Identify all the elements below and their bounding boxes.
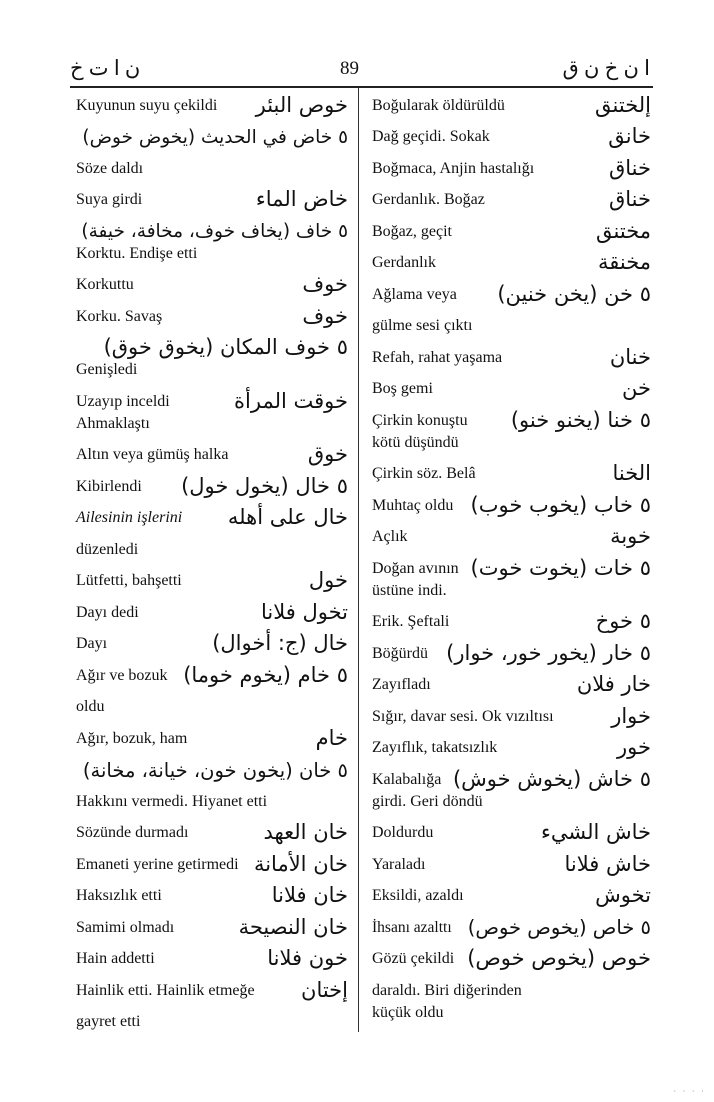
turkish-gloss: oldu [76,698,105,715]
dictionary-line [370,847,653,879]
turkish-gloss: Kuyunun suyu çekildi [76,96,218,114]
turkish-gloss: Korkuttu [76,276,134,293]
turkish-gloss: Boğaz, geçit [372,222,452,240]
arabic-headword: خان العهد [263,820,348,844]
turkish-gloss: Sığır, davar sesi. Ok vızıltısı [372,707,554,725]
dictionary-line [370,551,653,583]
turkish-gloss: Çirkin söz. Belâ [372,465,476,482]
turkish-gloss: Lütfetti, bahşetti [76,572,182,589]
turkish-gloss: Söze daldı [76,159,144,177]
turkish-gloss: Doldurdu [372,824,434,841]
dictionary-line [370,583,653,605]
turkish-gloss: Suya girdi [76,191,143,208]
arabic-headword: خناق [608,155,651,180]
turkish-gloss: Gözü çekildi [372,950,455,967]
turkish-gloss: Hainlik etti. Hainlik etmeğe [76,981,255,999]
arabic-headword: ٥ خات (يخوت خوت) [470,555,651,580]
turkish-gloss: Zayıflık, takatsızlık [372,739,498,756]
dictionary-line [74,595,350,627]
arabic-headword: خون فلانا [267,946,348,970]
dictionary-line [370,340,653,372]
dictionary-line [74,384,350,416]
dictionary-line [370,372,653,404]
arabic-headword: خان الأمانة [253,851,348,876]
turkish-gloss: Refah, rahat yaşama [372,348,503,366]
turkish-gloss: Uzayıp inceldi [76,392,170,410]
dictionary-line [370,309,653,341]
arabic-headword: إختان [301,977,348,1002]
arabic-headword: ٥ خن (يخن خنين) [497,281,651,306]
left-column [74,88,350,1036]
arabic-headword: خوار [611,703,651,728]
turkish-gloss: Böğürdü [372,644,428,662]
dictionary-line [74,416,350,438]
arabic-headword: خاض الماء [255,187,348,211]
arabic-headword: خاش الشيء [540,820,651,844]
header-right-letters: ا ن خ ن ق [562,56,650,80]
header-left-letters: ن ا ت خ [70,56,141,80]
page-number: 89 [340,58,359,79]
arabic-headword: ٥ خوف المكان (يخوق خوق) [103,335,348,359]
arabic-headword: ٥ خاص (يخوص خوص) [467,916,651,939]
dictionary-line [370,403,653,435]
arabic-headword: خال على أهله [227,505,348,529]
arabic-headword: خار فلان [576,672,651,696]
arabic-headword: ٥ خان (يخون خون، خيانة، مخانة) [82,758,348,782]
arabic-headword: تخوش [595,883,651,907]
turkish-gloss: Hain addetti [76,950,155,967]
turkish-gloss: İhsanı azalttı [372,919,452,936]
dictionary-line [74,942,350,974]
arabic-headword: خوص البئر [255,92,348,117]
turkish-gloss: Yaraladı [372,855,426,873]
dictionary-line [370,246,653,278]
dictionary-line [370,183,653,215]
turkish-gloss: Samimi olmadı [76,918,175,936]
dictionary-line [370,910,653,942]
arabic-headword: إلختنق [595,92,651,117]
turkish-gloss: Dağ geçidi. Sokak [372,128,490,145]
arabic-headword: ٥ خاض في الحديث (يخوض خوض) [82,126,348,148]
turkish-gloss: girdi. Geri döndü [372,792,483,810]
turkish-gloss: Açlık [372,528,408,545]
turkish-gloss: Erik. Şeftali [372,613,450,630]
turkish-gloss: Dayı dedi [76,603,139,621]
turkish-gloss: Doğan avının [372,559,459,577]
turkish-gloss: Zayıfladı [372,676,431,693]
dictionary-line [74,151,350,183]
dictionary-line [74,268,350,300]
dictionary-line [370,1005,653,1027]
dictionary-line [74,690,350,722]
dictionary-line [74,564,350,596]
scan-speckle: · · · · [673,1086,706,1096]
dictionary-line [74,658,350,690]
arabic-headword: خوبة [610,524,651,548]
arabic-headword: خور [617,735,651,759]
turkish-gloss: Ağır, bozuk, ham [76,729,188,747]
arabic-headword: خوقت المرأة [234,388,348,413]
turkish-gloss: düzenledi [76,540,139,558]
turkish-gloss: üstüne indi. [372,581,447,599]
turkish-gloss: kötü düşündü [372,433,459,451]
turkish-gloss: Ağlama veya [372,285,457,303]
turkish-gloss: Korktu. Endişe etti [76,244,198,262]
arabic-headword: ٥ خنا (يخنو خنو) [510,407,651,432]
arabic-headword: مخنقة [597,250,651,274]
dictionary-line [370,457,653,489]
arabic-headword: خوف [302,303,348,328]
turkish-gloss: Ailesinin işlerini [76,509,183,526]
arabic-headword: ٥ خال (يخول خول) [181,473,348,498]
dictionary-line [74,910,350,942]
arabic-headword: خوف [302,272,348,296]
turkish-gloss: daraldı. Biri diğerinden [372,981,522,999]
dictionary-line [370,794,653,816]
arabic-headword: خنان [609,344,651,369]
turkish-gloss: Genişledi [76,361,138,378]
arabic-headword: خان فلانا [271,883,348,907]
dictionary-line [74,214,350,246]
dictionary-line [370,214,653,246]
dictionary-line [370,88,653,120]
dictionary-line [370,277,653,309]
dictionary-line [74,183,350,215]
dictionary-line [74,721,350,753]
arabic-headword: ٥ خار (يخور خور، خوار) [446,640,651,665]
dictionary-line [370,762,653,794]
arabic-headword: خن [622,376,651,400]
dictionary-line [74,627,350,659]
arabic-headword: ٥ خاب (يخوب خوب) [470,492,651,517]
dictionary-line [74,120,350,152]
turkish-gloss: Gerdanlık. Boğaz [372,191,485,208]
dictionary-line [74,784,350,816]
turkish-gloss: Kalabalığa [372,770,442,788]
turkish-gloss: Hakkını vermedi. Hiyanet etti [76,792,268,810]
arabic-headword: خان النصيحة [238,914,348,939]
dictionary-line [370,488,653,520]
turkish-gloss: Ağır ve bozuk [76,666,168,684]
arabic-headword: خوق [307,442,348,466]
turkish-gloss: Altın veya gümüş halka [76,446,229,463]
dictionary-line [370,699,653,731]
turkish-gloss: gülme sesi çıktı [372,317,473,334]
dictionary-line [370,816,653,848]
turkish-gloss: Boğmaca, Anjin hastalığı [372,159,535,177]
arabic-headword: ٥ خوخ [595,609,651,633]
turkish-gloss: Boş gemi [372,380,433,397]
right-column [370,88,653,1027]
dictionary-line [74,753,350,785]
dictionary-line [370,151,653,183]
dictionary-line [370,435,653,457]
turkish-gloss: Haksızlık etti [76,887,162,904]
arabic-headword: خول [308,568,348,592]
arabic-headword: ٥ خاش (يخوش خوش) [452,766,651,791]
dictionary-line [74,532,350,564]
arabic-headword: ٥ خام (يخوم خوما) [183,662,348,687]
dictionary-line [74,362,350,384]
dictionary-line [74,331,350,363]
dictionary-line [74,501,350,533]
arabic-headword: خوص (يخوص خوص) [467,946,651,970]
arabic-headword: ٥ خاف (يخاف خوف، مخافة، خيفة) [81,221,348,242]
dictionary-line [370,520,653,552]
page-header [70,52,650,86]
arabic-headword: تخول فلانا [261,599,348,624]
arabic-headword: خاش فلانا [564,851,651,876]
dictionary-line [74,438,350,470]
dictionary-line [74,88,350,120]
dictionary-line [370,879,653,911]
turkish-gloss: Boğularak öldürüldü [372,96,505,114]
column-divider [358,88,359,1032]
arabic-headword: خانق [608,124,651,148]
arabic-headword: خناق [608,187,651,211]
turkish-gloss: Dayı [76,635,108,652]
turkish-gloss: Sözünde durmadı [76,824,189,841]
turkish-gloss: Çirkin konuştu [372,411,468,429]
dictionary-line [370,636,653,668]
turkish-gloss: Gerdanlık [372,254,436,271]
dictionary-line [370,973,653,1005]
dictionary-line [74,879,350,911]
arabic-headword: خام [315,725,348,750]
turkish-gloss: Muhtaç oldu [372,496,454,514]
turkish-gloss: Korku. Savaş [76,307,163,325]
dictionary-line [74,469,350,501]
arabic-headword: خال (ج: أخوال) [212,631,348,655]
dictionary-line [74,816,350,848]
dictionary-line [74,847,350,879]
dictionary-line [370,668,653,700]
dictionary-line [74,299,350,331]
dictionary-line [370,942,653,974]
turkish-gloss: Eksildi, azaldı [372,887,464,904]
turkish-gloss: Ahmaklaştı [76,414,150,432]
dictionary-line [370,120,653,152]
arabic-headword: الخنا [612,461,651,485]
arabic-headword: مختنق [596,218,651,243]
dictionary-line [74,1005,350,1037]
turkish-gloss: Emaneti yerine getirmedi [76,855,239,873]
turkish-gloss: Kibirlendi [76,477,142,495]
dictionary-line [370,605,653,637]
turkish-gloss: küçük oldu [372,1003,444,1021]
turkish-gloss: gayret etti [76,1013,141,1030]
dictionary-line [74,246,350,268]
dictionary-line [370,731,653,763]
dictionary-line [74,973,350,1005]
